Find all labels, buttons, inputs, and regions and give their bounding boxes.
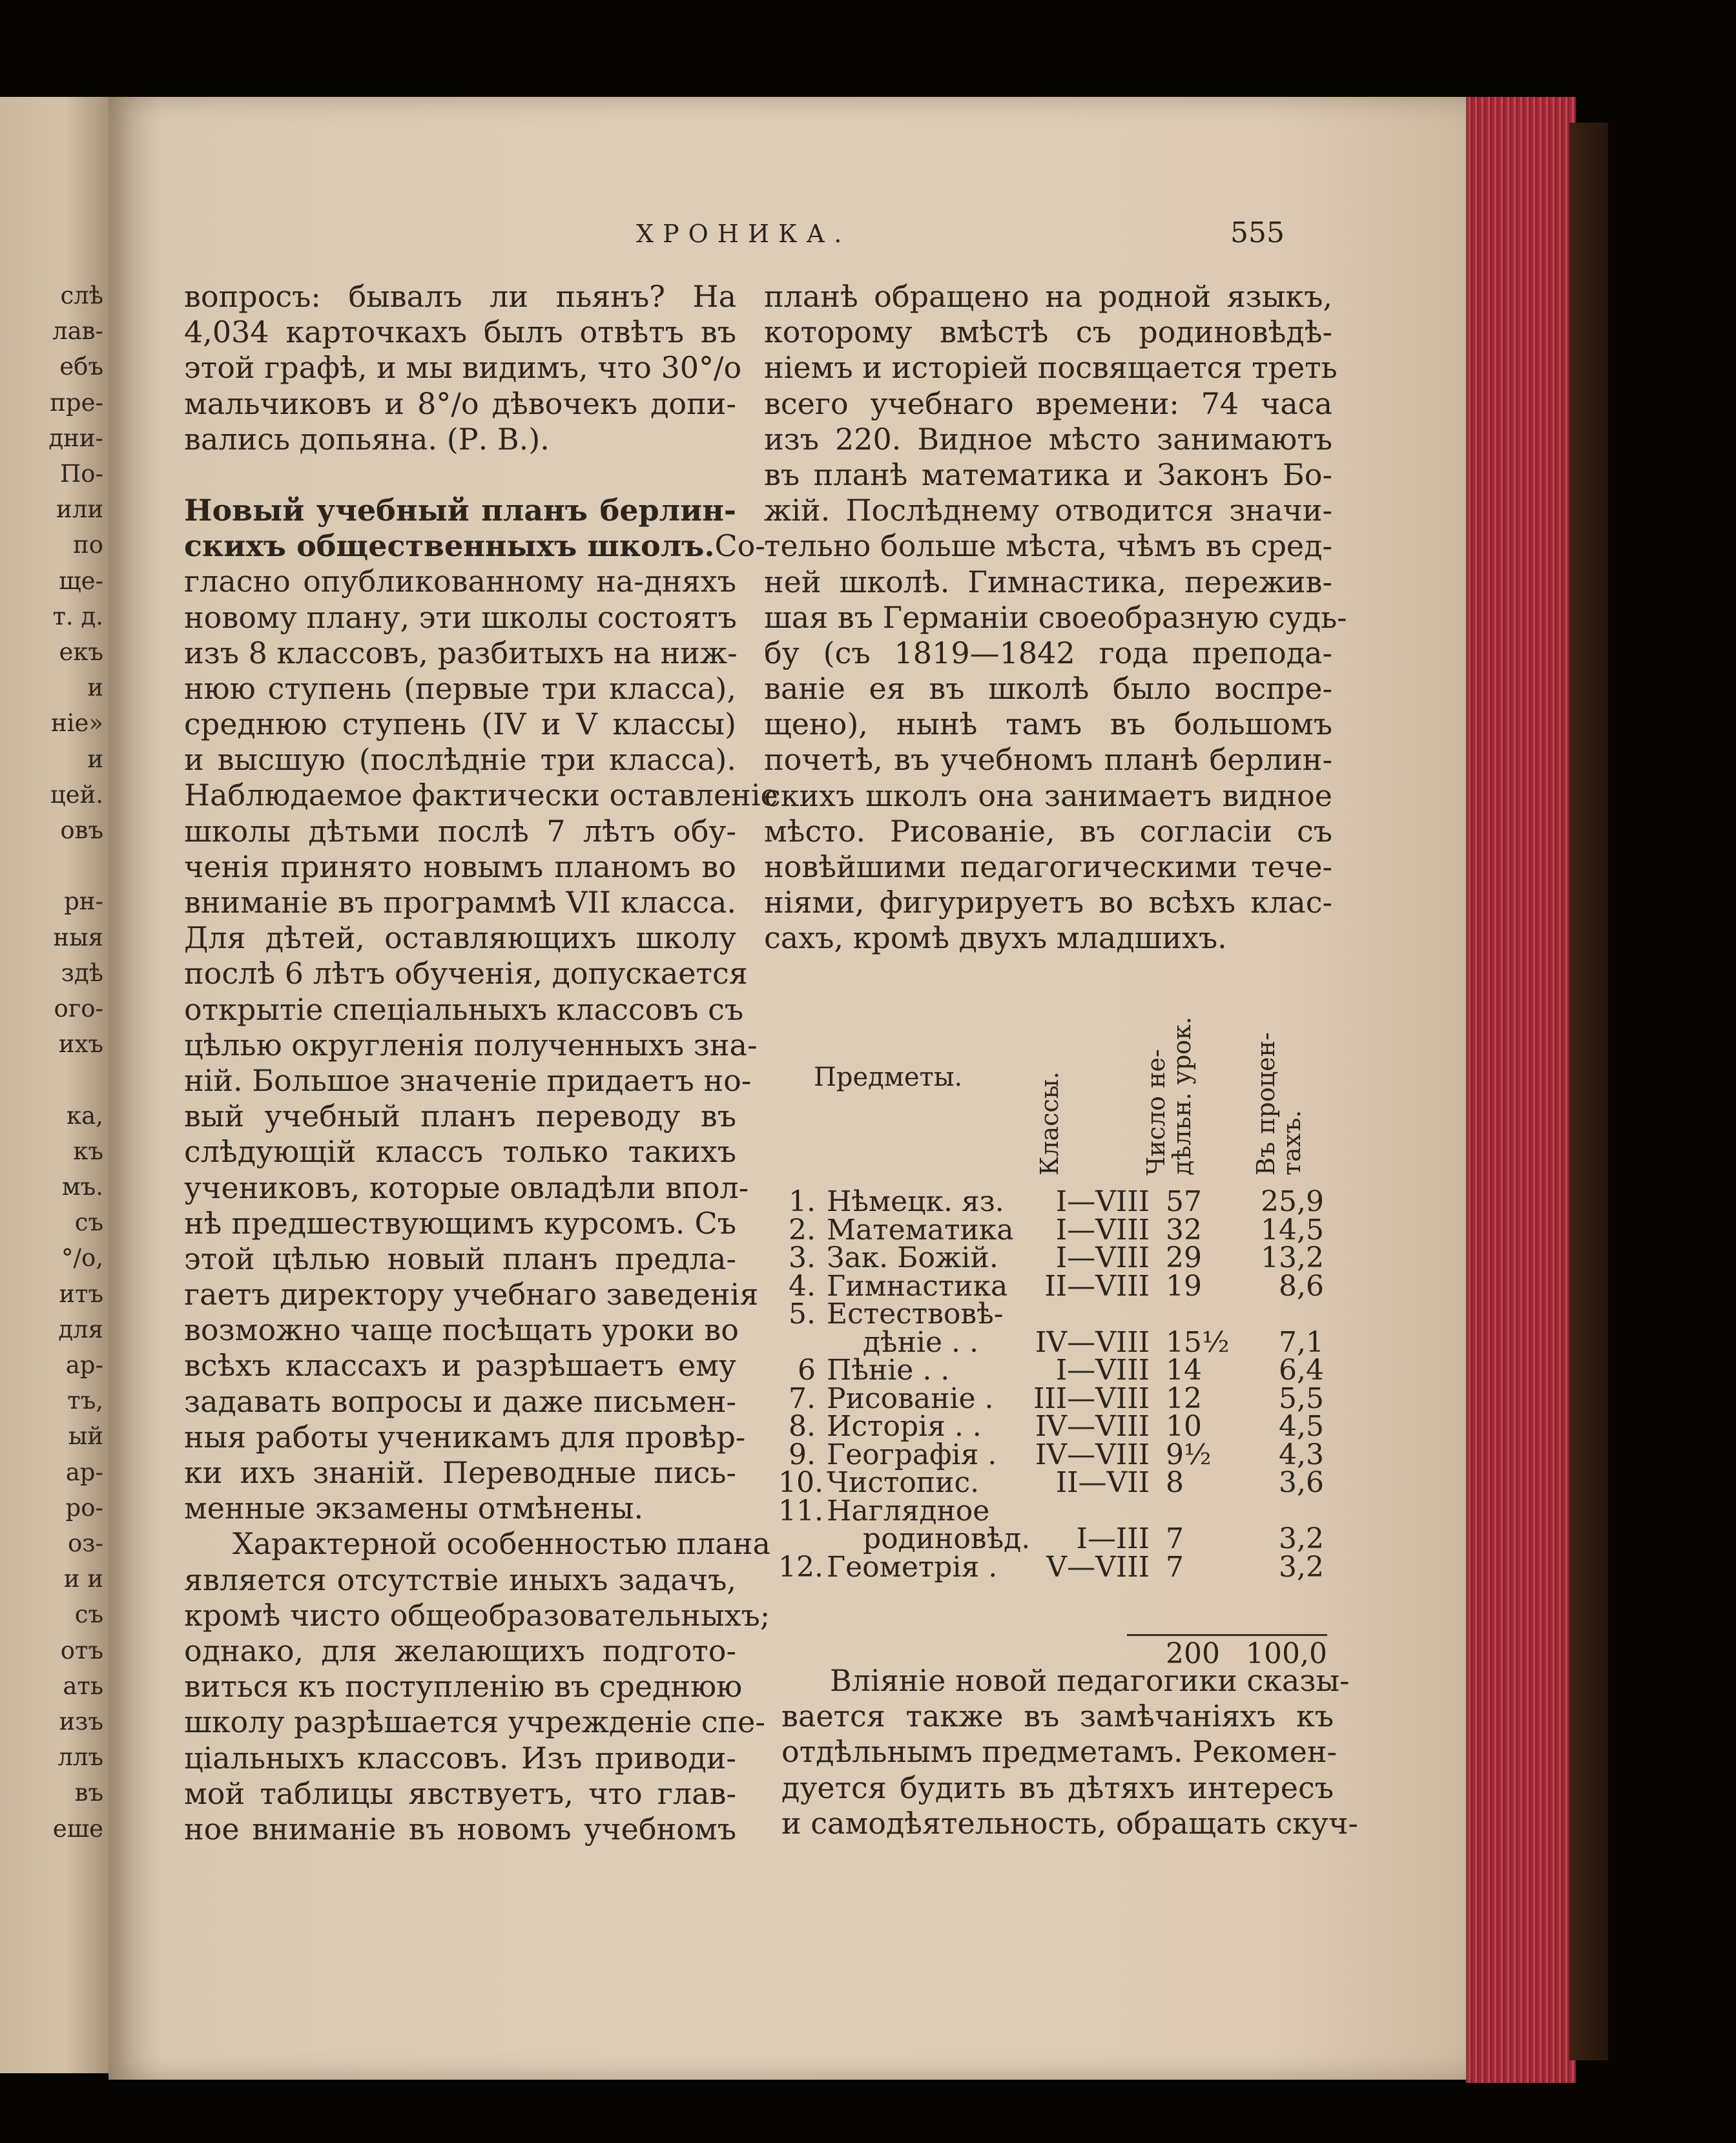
table-row [778, 1354, 1327, 1387]
row-number: 7. [789, 1382, 816, 1415]
facing-page-text: ебъ [59, 353, 103, 381]
facing-page-text: слѣ [60, 282, 103, 309]
row-hours: 7 [1166, 1522, 1184, 1555]
row-percent: 4,5 [1279, 1410, 1324, 1443]
text-line: шая въ Германіи своеобразную судь- [764, 599, 1347, 635]
row-percent: 7,1 [1279, 1325, 1324, 1359]
row-hours: 15½ [1166, 1325, 1230, 1359]
text-line: ніями, фигурируетъ во всѣхъ клас- [764, 885, 1332, 920]
row-number: 12. [778, 1550, 823, 1584]
facing-page-text: и [87, 674, 103, 702]
row-classes: IV—VIII [1035, 1410, 1150, 1443]
header-percent-line-1: Въ процен- [1252, 1032, 1280, 1175]
table-header-subjects: Предметы. [814, 1062, 963, 1092]
text-line: гласно опубликованному на-дняхъ [184, 564, 736, 599]
row-classes: IV—VIII [1035, 1325, 1150, 1359]
row-classes: II—VII [1055, 1466, 1150, 1499]
text-line: ныя работы ученикамъ для провѣр- [184, 1419, 746, 1455]
row-subject: дѣніе . . [827, 1325, 978, 1359]
text-line: Для дѣтей, оставляющихъ школу [184, 920, 736, 956]
row-number: 1. [789, 1185, 816, 1218]
row-percent: 5,5 [1279, 1382, 1324, 1415]
row-subject: Географія . [827, 1438, 997, 1471]
text-line: и высшую (послѣдніе три класса). [184, 742, 736, 778]
facing-page-text: съ [74, 1208, 103, 1237]
facing-page-text: ихъ [58, 1030, 103, 1059]
row-subject: Чистопис. [827, 1466, 980, 1499]
text-line: и самодѣятельность, обращать скуч- [781, 1805, 1358, 1841]
row-percent: 3,2 [1279, 1522, 1324, 1555]
row-subject: родиновѣд. [827, 1522, 1031, 1555]
text-line: послѣ 6 лѣтъ обученія, допускается [184, 956, 748, 991]
row-classes: I—VIII [1055, 1213, 1150, 1247]
row-number: 4. [789, 1269, 816, 1303]
row-subject: Естествовѣ- [827, 1298, 1004, 1330]
text-line: ній. Большое значеніе придаетъ но- [184, 1062, 752, 1098]
facing-page-text: итъ [59, 1279, 103, 1308]
facing-page-text: ллъ [57, 1743, 103, 1772]
table-row [778, 1298, 1327, 1330]
text-line: менные экзамены отмѣнены. [184, 1491, 644, 1526]
table-row [778, 1466, 1327, 1499]
row-percent: 25,9 [1261, 1185, 1324, 1218]
text-line: слѣдующій классъ только такихъ [184, 1134, 736, 1170]
facing-page-text: ка, [67, 1101, 103, 1130]
text-line: ки ихъ знаній. Переводные пись- [184, 1455, 736, 1490]
table-row [778, 1325, 1327, 1359]
text-line: однако, для желающихъ подгото- [184, 1633, 736, 1668]
table-row [778, 1269, 1327, 1303]
text-line: щено), нынѣ тамъ въ большомъ [764, 707, 1332, 742]
table-row [778, 1213, 1327, 1247]
text-line: въ планѣ математика и Законъ Бо- [764, 457, 1332, 492]
header-percent-line-2: тахъ. [1277, 1110, 1306, 1175]
facing-page-text: отъ [60, 1636, 103, 1664]
facing-page-text: изъ [59, 1708, 103, 1735]
text-line: вались допьяна. (Р. В.). [184, 421, 550, 457]
paragraph-3 [184, 1526, 770, 1847]
header-hours-line-1: Число не- [1142, 1049, 1170, 1175]
row-classes: V—VIII [1046, 1550, 1150, 1584]
row-classes: III—VIII [1033, 1382, 1150, 1415]
facing-page-text: ого- [54, 995, 103, 1022]
text-line: планѣ обращено на родной языкъ, [764, 279, 1332, 314]
row-subject: Гимнастика [827, 1269, 1008, 1303]
text-line: мальчиковъ и 8°/о дѣвочекъ допи- [184, 386, 736, 421]
text-line: ней школѣ. Гимнастика, пережив- [764, 564, 1332, 599]
table-row [778, 1185, 1327, 1218]
text-line: вый учебный планъ переводу въ [184, 1099, 736, 1134]
row-hours: 14 [1166, 1354, 1202, 1387]
section-heading-text: скихъ общественныхъ школъ. [184, 528, 715, 564]
row-percent: 14,5 [1261, 1213, 1324, 1247]
row-classes: I—VIII [1055, 1354, 1150, 1387]
right-column-lower [781, 1663, 1358, 1841]
right-column [764, 279, 1347, 957]
text-line: возможно чаще посѣщать уроки во [184, 1312, 739, 1348]
facing-page-text: ныя [53, 923, 103, 951]
facing-page-text: пре- [50, 388, 103, 417]
row-percent: 4,3 [1279, 1438, 1324, 1471]
row-subject: Математика [827, 1213, 1014, 1247]
row-percent: 8,6 [1279, 1269, 1324, 1303]
text-line: мѣсто. Рисованіе, въ согласіи съ [764, 813, 1332, 849]
facing-page-text: ар- [65, 1351, 103, 1379]
row-hours: 9½ [1166, 1438, 1212, 1471]
text-line: гаетъ директору учебнаго заведенія [184, 1277, 759, 1312]
facing-page-text: рн- [64, 887, 103, 916]
row-hours: 57 [1166, 1185, 1202, 1218]
text-line: вопросъ: бывалъ ли пьянъ? На [184, 279, 736, 314]
row-number: 11. [778, 1494, 823, 1527]
text-line: новому плану, эти школы состоятъ [184, 599, 737, 635]
facing-page-text: или [56, 495, 103, 524]
text-line: нюю ступень (первые три класса), [184, 670, 736, 706]
total-rule [1127, 1634, 1327, 1636]
text-line: задавать вопросы и даже письмен- [184, 1383, 736, 1419]
text-line: нѣ предшествующимъ курсомъ. Съ [184, 1205, 736, 1241]
facing-page-text: ар- [65, 1458, 103, 1486]
text-line: всѣхъ классахъ и разрѣшаетъ ему [184, 1348, 736, 1383]
header-hours-line-2: дѣльн. урок. [1168, 1016, 1196, 1175]
row-classes: I—III [1076, 1522, 1150, 1555]
facing-page-text: °/о, [61, 1244, 103, 1272]
row-hours: 10 [1166, 1410, 1202, 1443]
row-number: 8. [789, 1410, 816, 1443]
text-line: почетѣ, въ учебномъ планѣ берлин- [764, 742, 1332, 778]
section-heading-line [184, 528, 765, 564]
row-hours: 12 [1166, 1382, 1202, 1415]
text-line: которому вмѣстѣ съ родиновѣдѣ- [764, 315, 1332, 350]
table-header-hours [1143, 1017, 1195, 1175]
text-line: сахъ, кромѣ двухъ младшихъ. [764, 920, 1227, 956]
text-line: виться къ поступленію въ среднюю [184, 1669, 743, 1704]
text-line: Наблюдаемое фактически оставленіе [184, 778, 778, 813]
text-line: школу разрѣшается учрежденіе спе- [184, 1704, 765, 1740]
row-subject: Пѣніе . . [827, 1354, 950, 1387]
text-line: 4,034 карточкахъ былъ отвѣтъ въ [184, 315, 736, 350]
row-number: 5. [789, 1298, 816, 1330]
section-heading-line: Новый учебный планъ берлин- [184, 492, 736, 528]
facing-page-text: ый [68, 1422, 103, 1451]
text-line: является отсутствіе иныхъ задачъ, [184, 1562, 736, 1597]
table-row [778, 1522, 1327, 1555]
row-number: 2. [789, 1213, 816, 1247]
text-line: мой таблицы явствуетъ, что глав- [184, 1775, 736, 1811]
facing-page-text: мъ. [61, 1173, 103, 1201]
text-line: ніемъ и исторіей посвящается треть [764, 350, 1338, 386]
paragraph-2 [184, 492, 778, 1526]
text-line: тельно больше мѣста, чѣмъ въ сред- [764, 528, 1332, 564]
row-hours: 8 [1166, 1466, 1184, 1499]
text-line: этой цѣлью новый планъ предла- [184, 1241, 736, 1276]
book-cover [1569, 123, 1608, 2060]
row-hours: 29 [1166, 1241, 1202, 1274]
row-classes: II—VIII [1044, 1269, 1150, 1303]
facing-page-text: въ [74, 1779, 103, 1807]
text-line: цѣлью округленія полученныхъ зна- [184, 1027, 758, 1062]
facing-page-text: съ [74, 1600, 103, 1629]
facing-page-text: цей. [50, 780, 103, 809]
facing-page-text: къ [73, 1137, 103, 1165]
row-number: 9. [789, 1438, 816, 1471]
facing-page-text: овъ [60, 816, 103, 844]
table-header-classes: Классы. [1035, 1071, 1064, 1175]
text-line: открытіе спеціальныхъ классовъ съ [184, 991, 744, 1027]
text-line: всего учебнаго времени: 74 часа [764, 386, 1332, 421]
text-line: отдѣльнымъ предметамъ. Рекомен- [781, 1734, 1338, 1770]
table-row [778, 1410, 1327, 1443]
left-column [184, 279, 778, 1847]
text-line: Вліяніе новой педагогики сказы- [830, 1663, 1350, 1698]
facing-page-text: тъ, [67, 1387, 103, 1415]
facing-page-text: для [58, 1315, 103, 1343]
text-line: изъ 220. Видное мѣсто занимаютъ [764, 421, 1332, 457]
facing-page-text: т. д. [52, 602, 103, 630]
total-hours: 200 [1166, 1637, 1220, 1670]
facing-page-text: по [73, 531, 103, 559]
facing-page-text: дни- [48, 424, 103, 452]
table-row [778, 1550, 1327, 1584]
row-classes: IV—VIII [1035, 1438, 1150, 1471]
paragraph-1 [184, 279, 742, 457]
row-hours: 19 [1166, 1269, 1202, 1303]
row-number: 10. [778, 1466, 823, 1499]
table-row [778, 1438, 1327, 1471]
facing-page-text: оз- [68, 1529, 103, 1557]
table-row [778, 1494, 1327, 1527]
text-line: кромѣ чисто общеобразовательныхъ; [184, 1597, 770, 1633]
facing-page-text: екъ [59, 638, 103, 666]
text-line: среднюю ступень (IV и V классы) [184, 707, 736, 742]
row-percent: 6,4 [1279, 1354, 1324, 1387]
table-header-percent [1253, 1032, 1305, 1175]
row-subject: Наглядное [827, 1494, 990, 1527]
facing-page-text: еше [52, 1814, 103, 1843]
facing-page-text: ать [63, 1672, 103, 1700]
text-line: ваніе ея въ школѣ было воспре- [764, 671, 1332, 707]
total-percent: 100,0 [1246, 1637, 1327, 1670]
row-hours: 32 [1166, 1213, 1202, 1247]
table-body [778, 1185, 1327, 1584]
facing-page-text: лав- [52, 317, 103, 346]
page-edges [1466, 97, 1576, 2083]
table-row [778, 1382, 1327, 1415]
facing-page-text: здѣ [61, 958, 103, 987]
running-title: ХРОНИКА. [636, 220, 851, 248]
row-hours: 7 [1166, 1550, 1184, 1584]
row-classes: I—VIII [1055, 1185, 1150, 1218]
text-line: жій. Послѣднему отводится значи- [764, 493, 1332, 528]
row-subject: Зак. Божій. [827, 1241, 998, 1274]
text-line: ціальныхъ классовъ. Изъ приводи- [184, 1740, 736, 1775]
row-number: 3. [789, 1241, 816, 1274]
text-line: учениковъ, которые овладѣли впол- [184, 1170, 749, 1205]
row-percent: 3,6 [1279, 1466, 1324, 1499]
facing-page-fragment [0, 97, 108, 2073]
facing-page-text: ще- [59, 566, 103, 595]
facing-page-text: ро- [65, 1493, 103, 1522]
row-subject: Рисованіе . [827, 1382, 994, 1415]
row-number: 6 [798, 1354, 816, 1387]
text-line: Характерной особенностью плана [232, 1526, 770, 1562]
table-row [778, 1241, 1327, 1274]
heading-tail-text: Со- [714, 528, 765, 564]
text-line: ное вниманіе въ новомъ учебномъ [184, 1811, 736, 1847]
text-line: бу (съ 1819—1842 года препода- [764, 635, 1332, 670]
row-classes: I—VIII [1055, 1241, 1150, 1274]
text-line: скихъ школъ она занимаетъ видное [764, 778, 1332, 813]
row-percent: 3,2 [1279, 1550, 1324, 1584]
text-line: ченія принято новымъ планомъ во [184, 849, 736, 884]
facing-page-text: и [87, 745, 103, 773]
row-subject: Исторія . . [827, 1410, 982, 1443]
facing-page-text: ніе» [50, 709, 103, 738]
text-line: вается также въ замѣчаніяхъ къ [781, 1699, 1334, 1734]
text-line: школы дѣтьми послѣ 7 лѣтъ обу- [184, 813, 736, 849]
page-number: 555 [1230, 216, 1285, 249]
row-subject: Геометрія . [827, 1550, 998, 1584]
text-line: изъ 8 классовъ, разбитыхъ на ниж- [184, 635, 738, 670]
facing-page-text: По- [59, 460, 103, 488]
text-line: этой графѣ, и мы видимъ, что 30°/о [184, 350, 742, 386]
text-line: вниманіе въ программѣ VII класса. [184, 885, 736, 920]
text-line: новѣйшими педагогическими тече- [764, 849, 1332, 884]
facing-page-text: и и [63, 1565, 103, 1593]
text-line: дуется будить въ дѣтяхъ интересъ [781, 1770, 1334, 1805]
row-percent: 13,2 [1261, 1241, 1324, 1274]
row-subject: Нѣмецк. яз. [827, 1185, 1004, 1218]
